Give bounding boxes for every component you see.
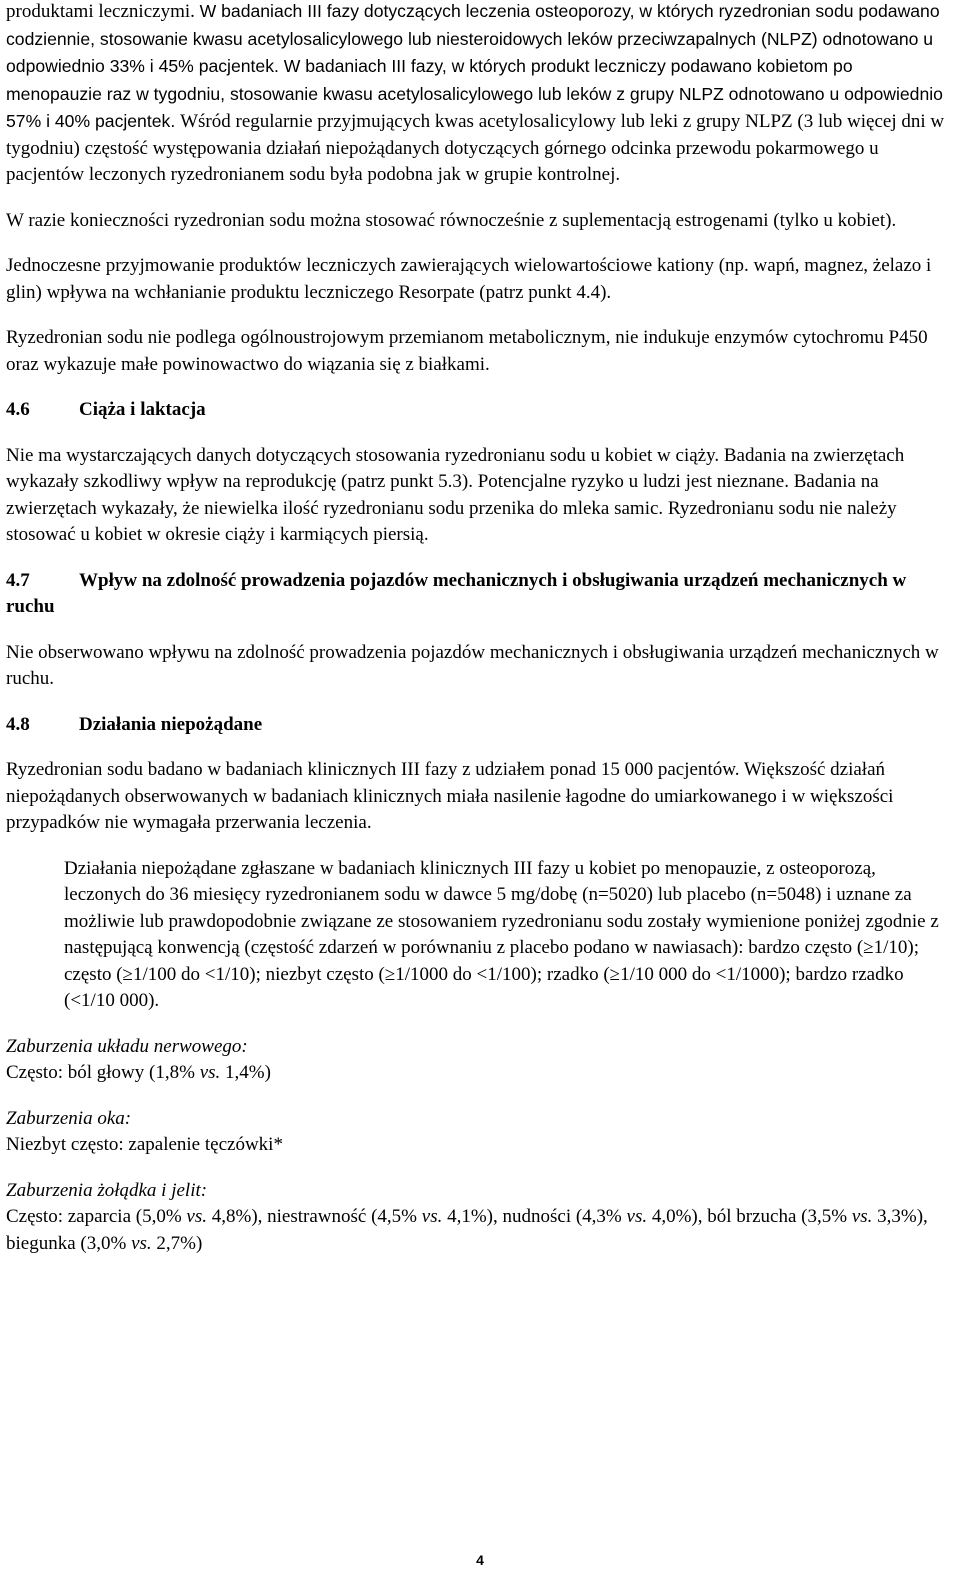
text-fragment: 4,8%), niestrawność (4,5% [207,1206,422,1227]
section-number: 4.7 [6,569,30,591]
paragraph-cations: Jednoczesne przyjmowanie produktów leczniczych zawierających wielowartościowe kationy (np. wapń, magnez, żelazo i glin) wpływa na wchłanianie produktu leczniczego Resorpate (patrz punkt 4.4). [6,255,932,303]
category-nervous-system [6,1034,946,1087]
text-fragment: 4,0%), ból brzucha (3,5% [647,1206,852,1227]
section-number: 4.6 [6,399,30,420]
section-heading-4-7 [6,568,946,621]
section-title: Wpływ na zdolność prowadzenia pojazdów mechanicznych i obsługiwania urządzeń mechanicznych w ruchu [6,569,907,617]
text-fragment: 3,3%), biegunka (3,0% [6,1206,928,1254]
page-number: 4 [476,1552,484,1568]
category-title: Zaburzenia układu nerwowego: [6,1035,248,1057]
paragraph-adverse-effects: Ryzedronian sodu badano w badaniach klinicznych III fazy z udziałem ponad 15 000 pacjentów. Większość działań niepożądanych obserwowanych w badaniach klinicznych miała nasilenie łagodne do umiarkowanego i w większości przypadków nie wymagała przerwania leczenia. [6,759,894,833]
category-title: Zaburzenia oka: [6,1107,132,1129]
text-fragment: vs. [851,1206,873,1227]
paragraph-fragment: produktami leczniczymi. [6,1,200,22]
text-fragment: 1,4%) [220,1062,271,1083]
text-fragment: vs. [421,1206,443,1227]
text-fragment: Często: zaparcia (5,0% [6,1206,187,1227]
text-fragment: vs. [199,1062,221,1083]
category-body [6,1204,946,1257]
paragraph-fragment: W badaniach III fazy dotyczących leczenia osteoporozy, w których ryzedronian sodu podawano codziennie, stosowanie kwasu acetylosalicylowego lub niesteroidowych leków przeciwzapalnych (NLPZ) odnotowano u odpowiednio 33% i 45% pacjentek. [6,1,940,76]
text-fragment: 2,7%) [151,1232,203,1254]
paragraph-frequency-convention: Działania niepożądane zgłaszane w badaniach klinicznych III fazy u kobiet po menopauzie, z osteoporozą, leczonych do 36 miesięcy ryzedronianem sodu w dawce 5 mg/dobę (n=5020) lub placebo (n=5048) i uznane za możliwie lub prawdopodobnie związane ze stosowaniem ryzedronianu sodu zostały wymienione poniżej zgodnie z następującą konwencją (częstość zdarzeń w porównaniu z placebo podano w nawiasach): bardzo często (≥1/10); często (≥1/100 do <1/10); niezbyt często (≥1/1000 do <1/100); rzadko (≥1/10 000 do <1/1000); bardzo rzadko (<1/10 000). [64,857,939,1011]
section-heading-4-8 [6,712,946,739]
text-fragment: vs. [131,1232,152,1254]
section-number: 4.8 [6,713,30,735]
category-body [6,1060,946,1087]
paragraph-estrogen: W razie konieczności ryzedronian sodu można stosować równocześnie z suplementacją estrogenami (tylko u kobiet). [6,209,897,231]
category-title: Zaburzenia żołądka i jelit: [6,1179,208,1201]
paragraph-metabolism: Ryzedronian sodu nie podlega ogólnoustrojowym przemianom metabolicznym, nie indukuje enzymów cytochromu P450 oraz wykazuje małe powinowactwo do wiązania się z białkami. [6,327,928,375]
category-eye [6,1106,946,1159]
paragraph-driving: Nie obserwowano wpływu na zdolność prowadzenia pojazdów mechanicznych i obsługiwania urządzeń mechanicznych w ruchu. [6,641,939,689]
paragraph-nsaid-use [6,0,946,189]
category-body [6,1132,946,1159]
section-title: Ciąża i laktacja [79,399,206,420]
paragraph-fragment: Wśród regularnie przyjmujących kwas acetylosalicylowy lub leki z grupy NLPZ (3 lub więcej dni w tygodniu) częstość występowania działań niepożądanych dotyczących górnego odcinka przewodu pokarmowego u pacjentów leczonych ryzedronianem sodu była podobna jak w grupie kontrolnej. [6,111,945,185]
text-fragment: 4,1%), nudności (4,3% [442,1206,627,1227]
category-gastrointestinal [6,1178,946,1258]
text-fragment: Często: ból głowy (1,8% [6,1062,200,1083]
text-fragment: vs. [186,1206,207,1227]
section-heading-4-6 [6,397,946,424]
paragraph-fragment: W badaniach III fazy, w których produkt leczniczy podawano kobietom po menopauzie raz w tygodniu, stosowanie kwasu acetylosalicylowego lub leków z grupy NLPZ odnotowano u odpowiednio 57% i 40% pacjentek. [6,56,943,131]
text-fragment: Niezbyt często: zapalenie tęczówki* [6,1134,283,1155]
paragraph-pregnancy: Nie ma wystarczających danych dotyczących stosowania ryzedronianu sodu u kobiet w ciąży. Badania na zwierzętach wykazały szkodliwy wpływ na reprodukcję (patrz punkt 5.3). Potencjalne ryzyko u ludzi jest nieznane. Badania na zwierzętach wykazały, że niewielka ilość ryzedronianu sodu przenika do mleka samic. Ryzedronianu sodu nie należy stosować u kobiet w okresie ciąży i karmiących piersią. [6,444,905,545]
document-page [6,0,946,1276]
text-fragment: vs. [626,1206,648,1227]
section-title: Działania niepożądane [79,713,263,735]
